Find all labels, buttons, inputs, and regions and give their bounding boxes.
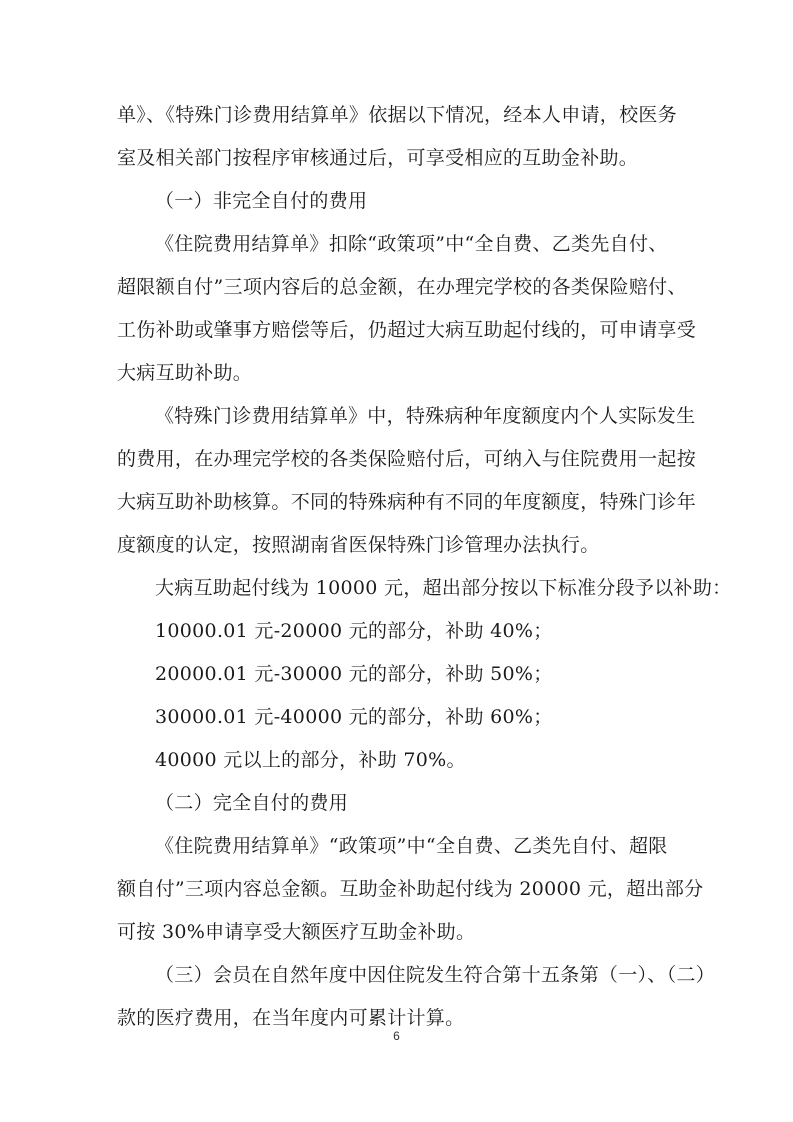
page-number: 6 bbox=[393, 1029, 400, 1043]
paragraph-line: 大病互助补助核算。不同的特殊病种有不同的年度额度，特殊门诊年 bbox=[117, 491, 697, 513]
paragraph-line: 工伤补助或肇事方赔偿等后，仍超过大病互助起付线的，可申请享受 bbox=[117, 319, 697, 341]
paragraph-line: 《住院费用结算单》“政策项”中“全自费、乙类先自付、超限 bbox=[155, 835, 668, 857]
paragraph-line: 的费用，在办理完学校的各类保险赔付后，可纳入与住院费用一起按 bbox=[117, 448, 697, 470]
paragraph-line: 可按 30%申请享受大额医疗互助金补助。 bbox=[117, 921, 476, 943]
section-heading: （二）完全自付的费用 bbox=[155, 792, 349, 814]
paragraph-line: 款的医疗费用，在当年度内可累计计算。 bbox=[117, 1007, 465, 1029]
paragraph-line: 额自付”三项内容总金额。互助金补助起付线为 20000 元，超出部分 bbox=[117, 878, 704, 900]
paragraph-line: 超限额自付”三项内容后的总金额，在办理完学校的各类保险赔付、 bbox=[117, 276, 687, 298]
list-item: 10000.01 元-20000 元的部分，补助 40%； bbox=[155, 620, 553, 642]
list-item: 20000.01 元-30000 元的部分，补助 50%； bbox=[155, 663, 553, 685]
list-item: 40000 元以上的部分，补助 70%。 bbox=[155, 749, 466, 771]
paragraph-line: 室及相关部门按程序审核通过后，可享受相应的互助金补助。 bbox=[117, 147, 639, 169]
paragraph-line: （三）会员在自然年度中因住院发生符合第十五条第（一）、（二） bbox=[155, 964, 716, 986]
section-heading: （一）非完全自付的费用 bbox=[155, 190, 368, 212]
paragraph-line: 度额度的认定，按照湖南省医保特殊门诊管理办法执行。 bbox=[117, 534, 600, 556]
paragraph-line: 大病互助起付线为 10000 元，超出部分按以下标准分段予以补助： bbox=[155, 577, 732, 599]
paragraph-line: 单》、《特殊门诊费用结算单》依据以下情况，经本人申请，校医务 bbox=[117, 104, 678, 126]
paragraph-line: 《特殊门诊费用结算单》中，特殊病种年度额度内个人实际发生 bbox=[155, 405, 696, 427]
paragraph-line: 《住院费用结算单》扣除“政策项”中“全自费、乙类先自付、 bbox=[155, 233, 668, 255]
list-item: 30000.01 元-40000 元的部分，补助 60%； bbox=[155, 706, 553, 728]
paragraph-line: 大病互助补助。 bbox=[117, 362, 253, 384]
